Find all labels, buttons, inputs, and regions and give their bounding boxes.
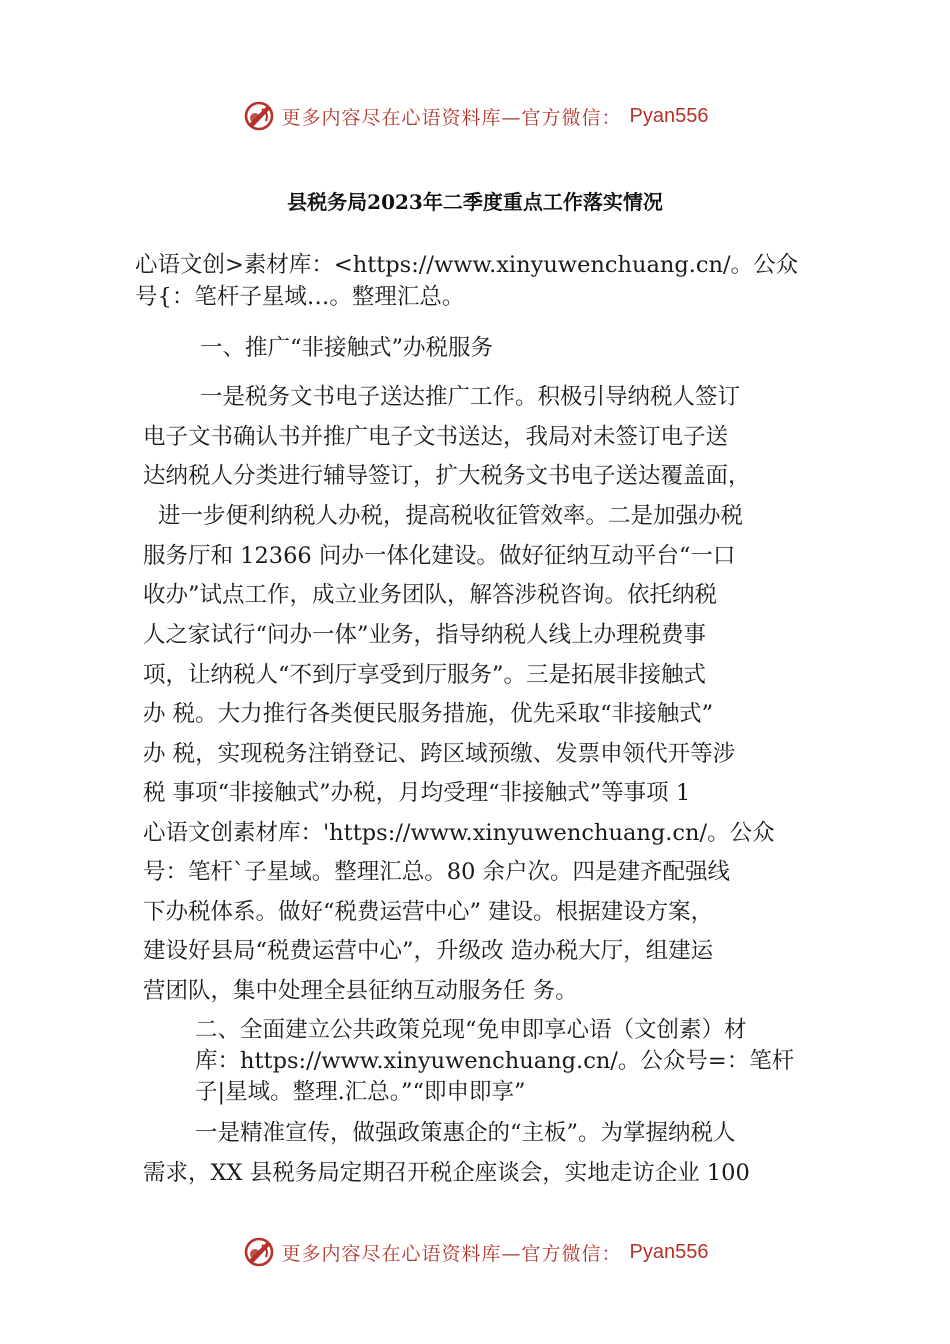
body-line: 电子文书确认书并推广电子文书送达，我局对未签订电子送 <box>143 424 729 450</box>
banner-wechat-id: Pyan556 <box>629 1240 709 1263</box>
body-line: 人之家试行“问办一体”业务，指导纳税人线上办理税费事 <box>143 622 707 648</box>
document-title: 县税务局2023年二季度重点工作落实情况 <box>287 190 663 214</box>
body-line: 收办”试点工作，成立业务团队，解答涉税咨询。依托纳税 <box>143 582 718 608</box>
body-line: 税 事项“非接触式”办税，月均受理“非接触式”等事项 1 <box>143 780 691 806</box>
body-line: 项，让纳税人“不到厅享受到厅服务”。三是拓展非接触式 <box>143 662 707 688</box>
header-banner <box>0 96 950 136</box>
body-line: 办 税，实现税务注销登记、跨区域预缴、发票申领代开等涉 <box>143 741 736 767</box>
body-line: 需求，XX 县税务局定期召开税企座谈会，实地走访企业 100 <box>143 1160 750 1186</box>
body-line: 下办税体系。做好“税费运营中心” 建设。根据建设方案， <box>143 899 714 925</box>
body-line: 心语文创>素材库：<https://www.xinyuwenchuang.cn/。公众 <box>135 252 799 278</box>
body-line: 一是精准宣传，做强政策惠企的“主板”。为掌握纳税人 <box>195 1120 736 1146</box>
footer-banner <box>0 1232 950 1272</box>
body-line: 达纳税人分类进行辅导签订，扩大税务文书电子送达覆盖面， <box>143 463 751 489</box>
pen-circle-logo <box>242 1235 276 1269</box>
body-line: 办 税。大力推行各类便民服务措施，优先采取“非接触式” <box>143 701 714 727</box>
pen-circle-logo <box>242 99 276 133</box>
banner-text: 更多内容尽在心语资料库—官方微信： <box>281 106 622 129</box>
body-line: 二、全面建立公共政策兑现“免申即享心语（文创素）材 <box>195 1017 747 1043</box>
body-line: 库：https://www.xinyuwenchuang.cn/。公众号=：笔杆 <box>195 1048 795 1074</box>
body-line: 子|星域。整理.汇总。”“即申即享” <box>195 1079 526 1105</box>
body-line: 一是税务文书电子送达推广工作。积极引导纳税人签订 <box>200 384 741 410</box>
banner-wechat-id: Pyan556 <box>629 104 709 127</box>
body-line: 进一步便利纳税人办税，提高税收征管效率。二是加强办税 <box>158 503 744 529</box>
body-line: 建设好县局“税费运营中心”，升级改 造办税大厅，组建运 <box>143 938 714 964</box>
body-line: 服务厅和 12366 问办一体化建设。做好征纳互动平台“一口 <box>143 543 736 569</box>
body-line: 心语文创素材库：'https://www.xinyuwenchuang.cn/。公众 <box>143 820 775 846</box>
body-line: 号{：笔杆子星域…。整理汇总。 <box>135 284 465 310</box>
banner-text: 更多内容尽在心语资料库—官方微信： <box>281 1242 622 1265</box>
body-line: 号：笔杆`子星域。整理汇总。80 余户次。四是建齐配强线 <box>143 859 731 885</box>
body-line: 营团队，集中处理全县征纳互动服务任 务。 <box>143 978 578 1004</box>
body-line: 一、推广“非接触式”办税服务 <box>200 335 494 361</box>
